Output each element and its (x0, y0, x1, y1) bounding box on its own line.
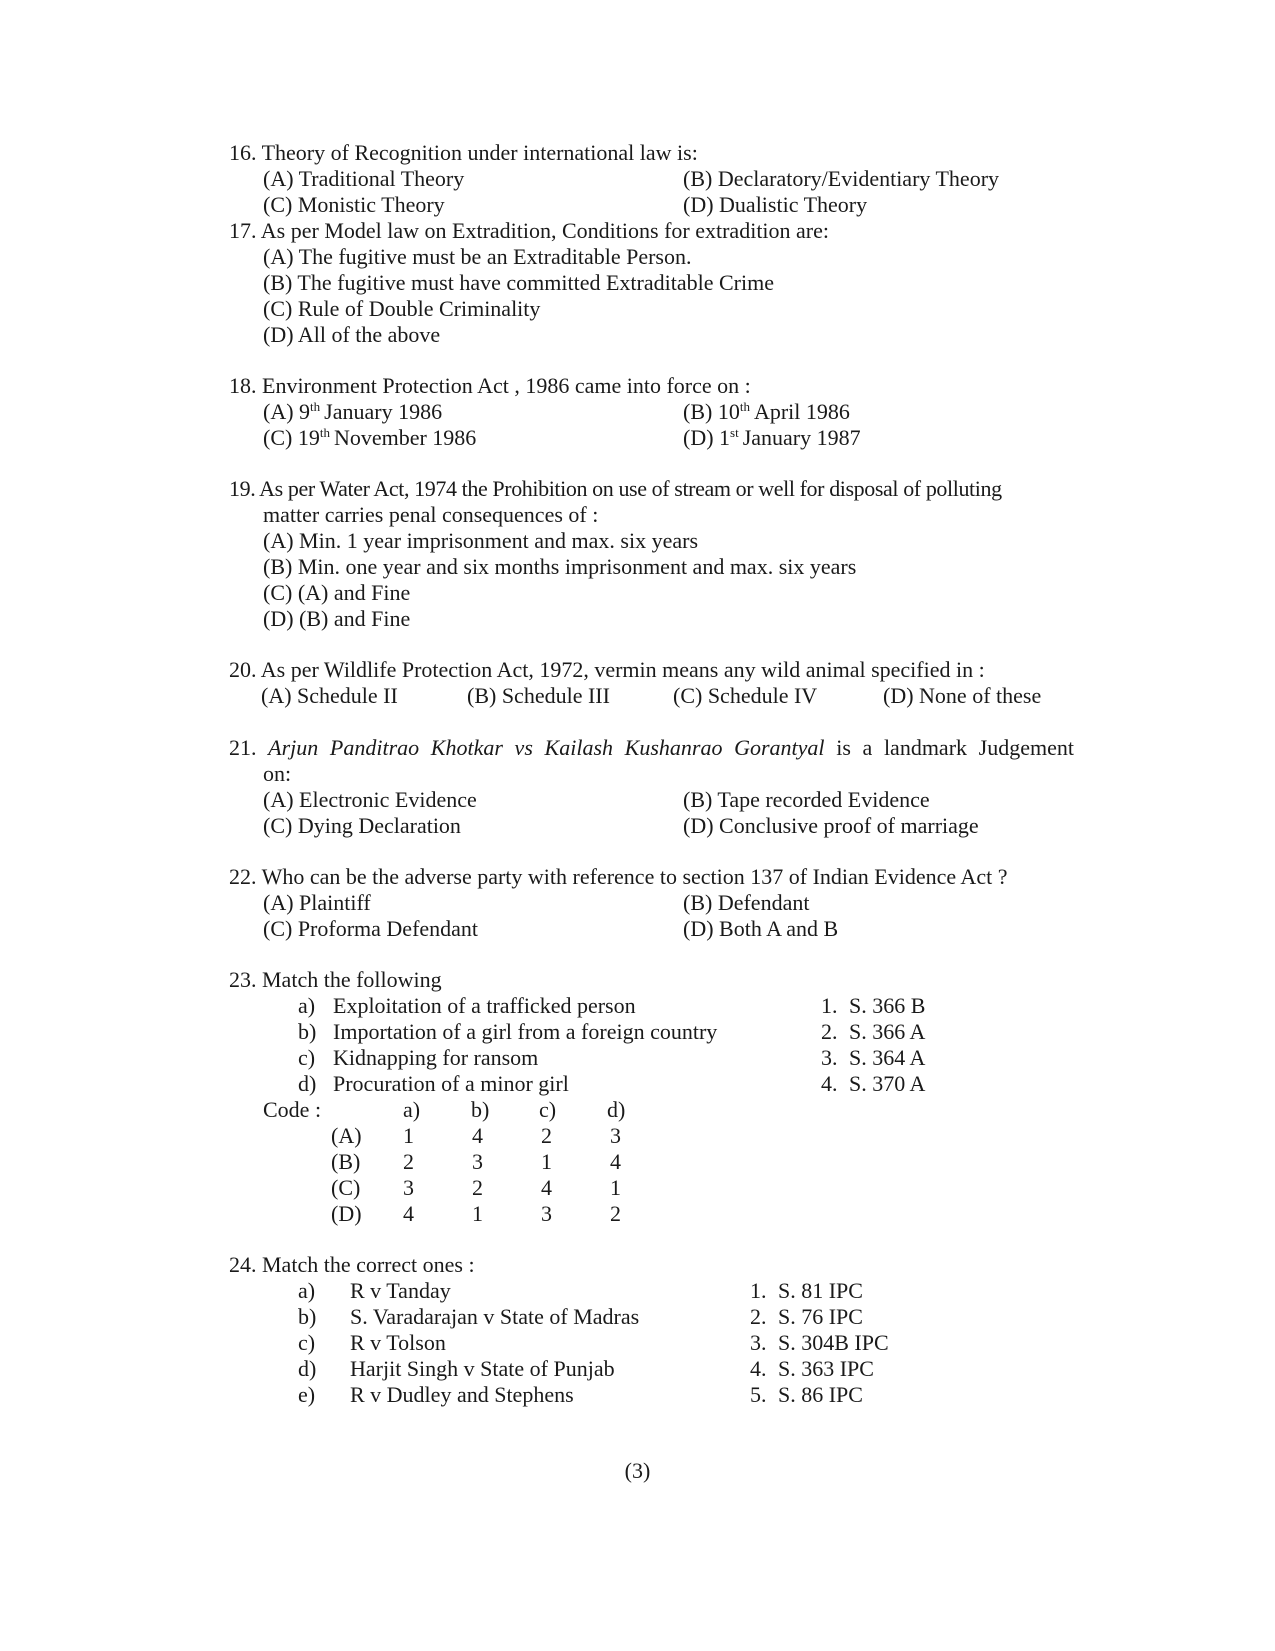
question-21-stem-line1 (229, 735, 1074, 761)
match-right-item: S. 304B IPC (778, 1330, 889, 1355)
question-17-stem: 17. As per Model law on Extradition, Conditions for extradition are: (229, 218, 830, 243)
question-22-option-a: (A) Plaintiff (263, 890, 371, 915)
question-21-stem-line2: on: (263, 761, 292, 786)
match-left-item: S. Varadarajan v State of Madras (350, 1304, 640, 1329)
page-number: (3) (624, 1458, 651, 1483)
question-24-stem: 24. Match the correct ones : (229, 1252, 475, 1277)
code-header: c) (539, 1097, 557, 1122)
code-header: b) (471, 1097, 490, 1122)
match-left-key: b) (298, 1304, 317, 1329)
match-left-key: b) (298, 1019, 317, 1044)
question-18-option-a (263, 399, 442, 425)
question-20-option-b: (B) Schedule III (467, 683, 610, 708)
code-label: Code : (263, 1097, 322, 1122)
match-right-item: S. 76 IPC (778, 1304, 863, 1329)
match-right-item: S. 364 A (849, 1045, 926, 1070)
question-20-option-d: (D) None of these (883, 683, 1042, 708)
code-option: (C) (331, 1175, 361, 1200)
option-d-suffix: January 1987 (742, 425, 861, 450)
question-16-option-b: (B) Declaratory/Evidentiary Theory (683, 166, 1000, 191)
question-17-option-b: (B) The fugitive must have committed Extraditable Crime (263, 270, 774, 295)
code-value: 4 (610, 1149, 621, 1174)
question-18-option-d (683, 425, 861, 451)
code-value: 2 (472, 1175, 483, 1200)
match-left-item: Exploitation of a trafficked person (333, 993, 636, 1018)
question-19-option-b: (B) Min. one year and six months imprisonment and max. six years (263, 554, 857, 579)
code-value: 4 (472, 1123, 483, 1148)
match-right-key: 1. (750, 1278, 767, 1303)
code-value: 3 (541, 1201, 552, 1226)
question-17-option-d: (D) All of the above (263, 322, 441, 347)
match-right-key: 4. (750, 1356, 767, 1381)
case-name: Arjun Panditrao Khotkar vs Kailash Kushanrao Gorantyal (268, 735, 825, 760)
match-left-item: R v Tolson (350, 1330, 446, 1355)
ordinal-suffix: st (730, 425, 739, 440)
code-value: 3 (472, 1149, 483, 1174)
code-value: 2 (541, 1123, 552, 1148)
match-left-item: Kidnapping for ransom (333, 1045, 539, 1070)
match-left-item: Procuration of a minor girl (333, 1071, 569, 1096)
code-option: (B) (331, 1149, 361, 1174)
option-c-suffix: November 1986 (333, 425, 477, 450)
match-left-key: c) (298, 1330, 316, 1355)
question-16-option-c: (C) Monistic Theory (263, 192, 445, 217)
question-17-option-c: (C) Rule of Double Criminality (263, 296, 541, 321)
match-right-item: S. 363 IPC (778, 1356, 874, 1381)
question-21-option-b: (B) Tape recorded Evidence (683, 787, 930, 812)
question-23-stem: 23. Match the following (229, 967, 442, 992)
ordinal-suffix: th (739, 399, 750, 414)
match-right-item: S. 81 IPC (778, 1278, 863, 1303)
match-right-key: 5. (750, 1382, 767, 1407)
question-20-option-a: (A) Schedule II (261, 683, 398, 708)
match-left-item: R v Tanday (350, 1278, 451, 1303)
question-18-option-b (683, 399, 850, 425)
code-value: 4 (541, 1175, 552, 1200)
question-16-option-d: (D) Dualistic Theory (683, 192, 868, 217)
code-value: 3 (610, 1123, 621, 1148)
match-right-key: 3. (821, 1045, 838, 1070)
ordinal-suffix: th (319, 425, 330, 440)
match-left-item: R v Dudley and Stephens (350, 1382, 574, 1407)
question-20-stem: 20. As per Wildlife Protection Act, 1972, vermin means any wild animal specified in : (229, 657, 985, 682)
code-value: 1 (541, 1149, 552, 1174)
question-19-option-c: (C) (A) and Fine (263, 580, 411, 605)
code-option: (A) (331, 1123, 362, 1148)
code-option: (D) (331, 1201, 362, 1226)
match-right-key: 3. (750, 1330, 767, 1355)
match-left-item: Importation of a girl from a foreign country (333, 1019, 718, 1044)
question-20-option-c: (C) Schedule IV (673, 683, 818, 708)
question-16-stem: 16. Theory of Recognition under international law is: (229, 140, 698, 165)
ordinal-suffix: th (310, 399, 321, 414)
match-right-key: 2. (821, 1019, 838, 1044)
question-18-stem: 18. Environment Protection Act , 1986 came into force on : (229, 373, 751, 398)
question-22-stem: 22. Who can be the adverse party with reference to section 137 of Indian Evidence Act ? (229, 864, 1008, 889)
question-21-option-a: (A) Electronic Evidence (263, 787, 477, 812)
code-value: 1 (472, 1201, 483, 1226)
code-header: a) (403, 1097, 421, 1122)
option-d-prefix: (D) 1 (683, 425, 731, 450)
option-c-prefix: (C) 19 (263, 425, 320, 450)
question-16-option-a: (A) Traditional Theory (263, 166, 465, 191)
match-left-key: d) (298, 1071, 317, 1096)
match-left-key: a) (298, 1278, 316, 1303)
code-header: d) (607, 1097, 626, 1122)
question-17-option-a: (A) The fugitive must be an Extraditable Person. (263, 244, 692, 269)
question-19-stem-line1: 19. As per Water Act, 1974 the Prohibition on use of stream or well for disposal of polluting (229, 476, 1002, 501)
question-19-option-a: (A) Min. 1 year imprisonment and max. six years (263, 528, 699, 553)
match-left-item: Harjit Singh v State of Punjab (350, 1356, 615, 1381)
code-value: 2 (403, 1149, 414, 1174)
match-right-key: 1. (821, 993, 838, 1018)
question-19-option-d: (D) (B) and Fine (263, 606, 411, 631)
match-right-key: 2. (750, 1304, 767, 1329)
match-right-item: S. 86 IPC (778, 1382, 863, 1407)
match-right-item: S. 366 B (849, 993, 926, 1018)
match-right-item: S. 366 A (849, 1019, 926, 1044)
option-b-suffix: April 1986 (753, 399, 850, 424)
match-left-key: d) (298, 1356, 317, 1381)
match-right-item: S. 370 A (849, 1071, 926, 1096)
question-22-option-b: (B) Defendant (683, 890, 810, 915)
match-right-key: 4. (821, 1071, 838, 1096)
question-21-stem-rest: is a landmark Judgement (836, 735, 1074, 760)
code-value: 3 (403, 1175, 414, 1200)
question-number: 21. (229, 735, 257, 760)
match-left-key: a) (298, 993, 316, 1018)
code-value: 4 (403, 1201, 414, 1226)
question-21-option-d: (D) Conclusive proof of marriage (683, 813, 979, 838)
option-b-prefix: (B) 10 (683, 399, 740, 424)
code-value: 1 (610, 1175, 621, 1200)
question-21-option-c: (C) Dying Declaration (263, 813, 461, 838)
code-value: 2 (610, 1201, 621, 1226)
question-22-option-d: (D) Both A and B (683, 916, 839, 941)
question-22-option-c: (C) Proforma Defendant (263, 916, 479, 941)
question-18-option-c (263, 425, 476, 451)
match-left-key: e) (298, 1382, 316, 1407)
option-a-suffix: January 1986 (324, 399, 443, 424)
option-a-prefix: (A) 9 (263, 399, 311, 424)
code-value: 1 (403, 1123, 414, 1148)
match-left-key: c) (298, 1045, 316, 1070)
question-19-stem-line2: matter carries penal consequences of : (263, 502, 599, 527)
